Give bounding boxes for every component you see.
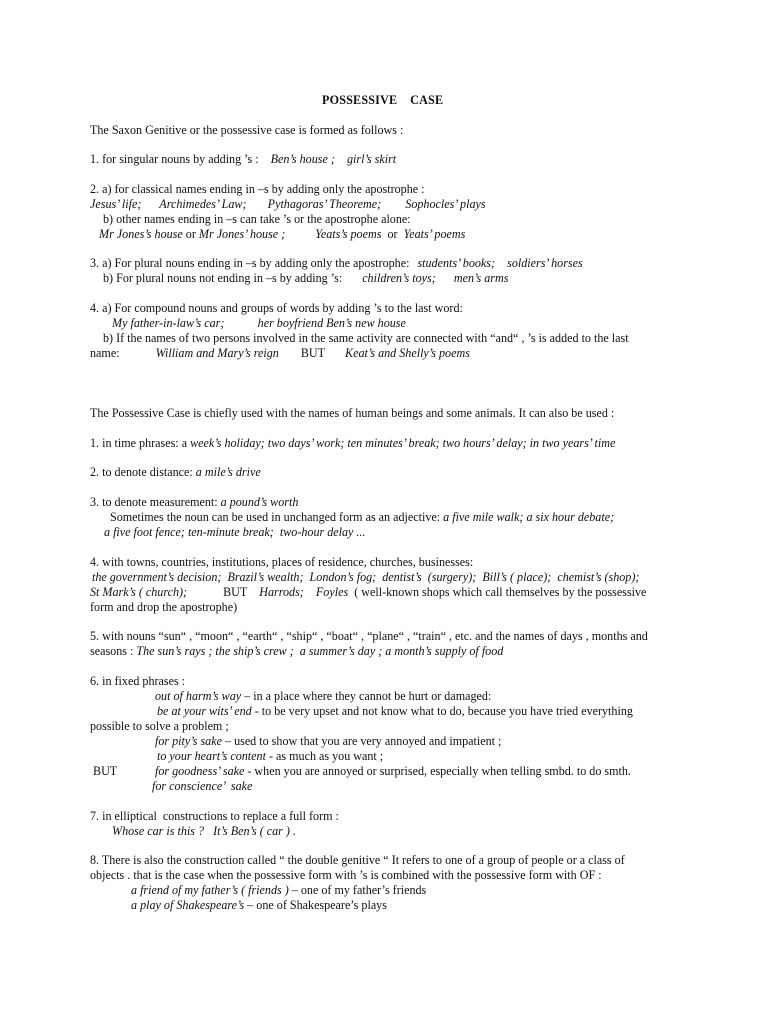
use-7: 7. in elliptical constructions to replace a full form : xyxy=(90,809,339,823)
rule-4a: 4. a) For compound nouns and groups of words by adding ’s to the last word: xyxy=(90,301,463,315)
rule-4b-ex1: William and Mary’s reign xyxy=(155,346,279,360)
rule-3b-text: b) For plural nouns not ending in –s by adding ’s: xyxy=(103,271,343,285)
rule-3b-example: children’s toys; men’s arms xyxy=(362,271,509,285)
rule-2a: 2. a) for classical names ending in –s by adding only the apostrophe : xyxy=(90,182,425,196)
rule-2b-example xyxy=(99,227,465,242)
rule-2b-ex2: Mr Jones’ house ; xyxy=(198,227,286,241)
use-3-note-example2-text: a five foot fence; ten-minute break; two-hour delay ... xyxy=(104,525,366,539)
rule-4a-example xyxy=(112,316,406,331)
rule-4b: b) If the names of two persons involved in the same activity are connected with “and“ , ’s is added to the last xyxy=(103,331,629,345)
use-4-tail2: form and drop the apostrophe) xyxy=(90,600,238,614)
rule-4b-name: name: xyxy=(90,346,120,360)
uses-intro: The Possessive Case is chiefly used with the names of human beings and some animals. It can also be used : xyxy=(90,406,615,420)
rule-4a-example-text: My father-in-law’s car; her boyfriend Ben’s new house xyxy=(112,316,406,330)
rule-3b xyxy=(103,271,508,286)
rule-4b-ex2: Keat’s and Shelly’s poems xyxy=(345,346,470,360)
use-6: 6. in fixed phrases : xyxy=(90,674,186,688)
rule-2b-ex4: Yeats’ poems xyxy=(403,227,466,241)
rule-3a xyxy=(90,256,583,271)
use-3-note xyxy=(110,510,614,525)
rule-3a-text: 3. a) For plural nouns ending in –s by adding only the apostrophe: xyxy=(90,256,410,270)
rule-2b: b) other names ending in –s can take ’s or the apostrophe alone: xyxy=(103,212,411,226)
use-6-phrase4 xyxy=(157,749,383,764)
use-5-text2: seasons : xyxy=(90,644,137,658)
rule-1-example: Ben’s house ; girl’s skirt xyxy=(270,152,397,166)
use-8: 8. There is also the construction called “ the double genitive “ It refers to one of a group of people or a class of xyxy=(90,853,625,867)
use-8-cont: objects . that is the case when the possessive form with ’s is combined with the possessive form with OF : xyxy=(90,868,602,882)
use-5-cont xyxy=(90,644,503,659)
intro-text: The Saxon Genitive or the possessive case is formed as follows : xyxy=(90,123,404,137)
use-3 xyxy=(90,495,298,510)
use-4-example1 xyxy=(92,570,639,585)
page-title: POSSESSIVE CASE xyxy=(322,93,444,107)
use-6-p6: for conscience’ sake xyxy=(152,779,253,793)
rule-1 xyxy=(90,152,396,167)
use-6-phrase6 xyxy=(152,779,252,794)
use-6-phrase3 xyxy=(155,734,501,749)
use-8-example1 xyxy=(131,883,426,898)
use-4-tail: ( well-known shops which call themselves by the possessive xyxy=(348,585,647,599)
use-1 xyxy=(90,436,615,451)
use-8-ex1: a friend of my father’s ( friends ) xyxy=(131,883,289,897)
use-2 xyxy=(90,465,261,480)
use-6-phrase2 xyxy=(157,704,633,719)
use-6-phrase5 xyxy=(155,764,631,779)
use-6-p3: for pity’s sake xyxy=(155,734,222,748)
use-3-note-example: a five mile walk; a six hour debate; xyxy=(443,510,615,524)
use-6-p4: to your heart’s content xyxy=(157,749,266,763)
use-3-note-text: Sometimes the noun can be used in unchanged form as an adjective: xyxy=(110,510,444,524)
use-6-p2d: - to be very upset and not know what to do, because you have tried everything xyxy=(251,704,633,718)
use-1-text: 1. in time phrases: a xyxy=(90,436,191,450)
use-4-ex3: Harrods; Foyles xyxy=(259,585,349,599)
use-6-phrase1 xyxy=(155,689,491,704)
use-5: 5. with nouns “sun“ , “moon“ , “earth“ , “ship“ , “boat“ , “plane“ , “train“ , etc. and the names of days , months and xyxy=(90,629,648,643)
rule-2b-ex3: Yeats’s poems xyxy=(315,227,382,241)
use-6-p2: be at your wits’ end xyxy=(157,704,252,718)
rule-2a-example-text: Jesus’ life; Archimedes’ Law; Pythagoras’ Theoreme; Sophocles’ plays xyxy=(90,197,486,211)
use-7-example xyxy=(112,824,296,839)
use-6-p5: for goodness’ sake xyxy=(155,764,245,778)
rule-2a-example xyxy=(90,197,486,212)
use-6-p3d: – used to show that you are very annoyed and impatient ; xyxy=(221,734,502,748)
rule-4b-cont xyxy=(90,346,470,361)
use-4-ex2: St Mark’s ( church); xyxy=(90,585,188,599)
use-2-example: a mile’s drive xyxy=(195,465,261,479)
use-6-p1: out of harm’s way xyxy=(155,689,242,703)
rule-2b-or1: or xyxy=(182,227,199,241)
use-3-text: 3. to denote measurement: xyxy=(90,495,221,509)
use-4-example1-text: the government’s decision; Brazil’s wealth; London’s fog; dentist’s (surgery); Bill’s ( place); chemist’s (shop); xyxy=(92,570,640,584)
use-5-example: The sun’s rays ; the ship’s crew ; a summer’s day ; a month’s supply of food xyxy=(136,644,504,658)
use-4-but: BUT xyxy=(223,585,248,599)
use-6-p1d: – in a place where they cannot be hurt or damaged: xyxy=(241,689,492,703)
use-1-example: week’s holiday; two days’ work; ten minutes’ break; two hours’ delay; in two years’ time xyxy=(190,436,616,450)
use-4-example2 xyxy=(90,585,646,600)
use-3-note-example2 xyxy=(104,525,366,540)
rule-4b-but: BUT xyxy=(300,346,326,360)
rule-2b-or2: or xyxy=(381,227,404,241)
rule-2b-ex1: Mr Jones’s house xyxy=(99,227,183,241)
use-8-ex2: a play of Shakespeare’s xyxy=(131,898,245,912)
rule-1-text: 1. for singular nouns by adding ’s : xyxy=(90,152,259,166)
use-6-phrase2-cont: possible to solve a problem ; xyxy=(90,719,229,733)
use-8-example2 xyxy=(131,898,387,913)
use-4: 4. with towns, countries, institutions, places of residence, churches, businesses: xyxy=(90,555,474,569)
use-6-p5d: - when you are annoyed or surprised, especially when telling smbd. to do smth. xyxy=(244,764,631,778)
use-7-example-text: Whose car is this ? It’s Ben’s ( car ) . xyxy=(112,824,296,838)
use-6-p4d: - as much as you want ; xyxy=(265,749,384,763)
use-2-text: 2. to denote distance: xyxy=(90,465,196,479)
use-6-but: BUT xyxy=(93,764,118,778)
use-8-ex2d: – one of Shakespeare’s plays xyxy=(244,898,387,912)
use-8-ex1d: – one of my father’s friends xyxy=(288,883,427,897)
use-3-example: a pound’s worth xyxy=(220,495,299,509)
rule-3a-example: students’ books; soldiers’ horses xyxy=(417,256,583,270)
